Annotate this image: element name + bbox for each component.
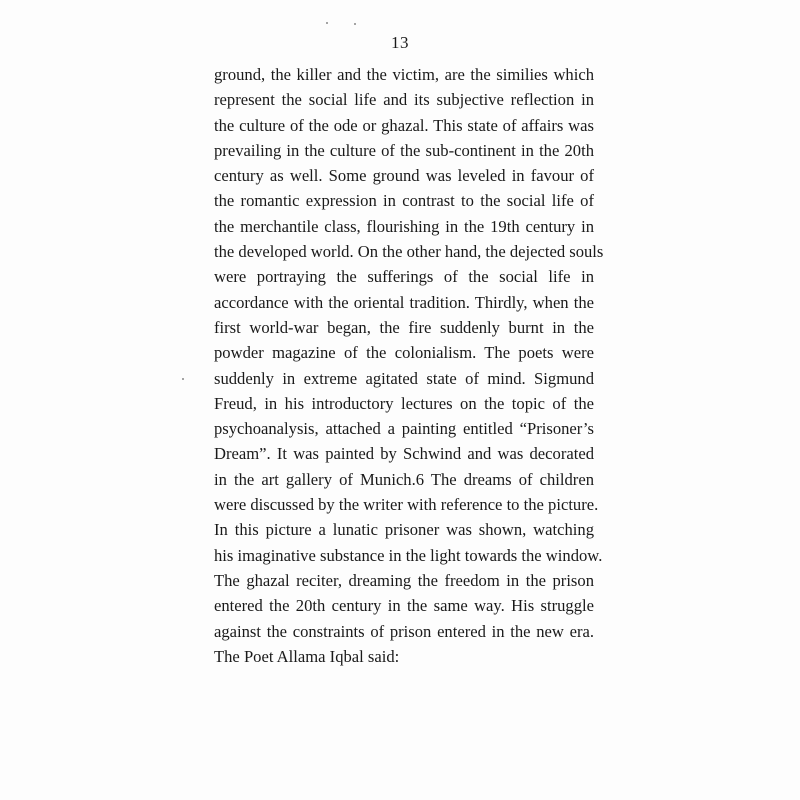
text-line: ground, the killer and the victim, are the similies which: [214, 65, 594, 84]
text-line: represent the social life and its subjective reflection in: [214, 90, 594, 110]
text-line: The Poet Allama Iqbal said:: [214, 646, 400, 666]
text-line: entered the 20th century in the same way. His struggle: [214, 596, 594, 616]
body-text: [214, 62, 604, 669]
text-line: powder magazine of the colonialism. The poets were: [214, 343, 594, 363]
text-line: the merchantile class, flourishing in the 19th century in: [214, 216, 594, 236]
page-number: 13: [391, 33, 409, 52]
scan-speck: [182, 378, 184, 380]
text-line: against the constraints of prison entered in the new era.: [214, 621, 594, 641]
text-line: The ghazal reciter, dreaming the freedom in the prison: [214, 570, 594, 590]
text-line: psychoanalysis, attached a painting entitled “Prisoner’s: [214, 419, 594, 439]
text-line: the developed world. On the other hand, the dejected souls: [214, 242, 604, 262]
text-line: the culture of the ode or ghazal. This state of affairs was: [214, 115, 594, 135]
text-line: the romantic expression in contrast to the social life of: [214, 191, 594, 211]
scan-speck: [354, 23, 356, 25]
text-line: accordance with the oriental tradition. Thirdly, when the: [214, 292, 594, 312]
text-line: suddenly in extreme agitated state of mind. Sigmund: [214, 368, 594, 388]
text-line: prevailing in the culture of the sub-continent in the 20th: [214, 140, 594, 160]
text-line: In this picture a lunatic prisoner was shown, watching: [214, 520, 594, 540]
text-line: Dream”. It was painted by Schwind and was decorated: [214, 444, 594, 464]
text-line: his imaginative substance in the light towards the window.: [214, 545, 603, 565]
text-line: first world-war began, the fire suddenly burnt in the: [214, 317, 594, 337]
text-line: were discussed by the writer with reference to the picture.: [214, 495, 599, 515]
text-line: in the art gallery of Munich.6 The dreams of children: [214, 469, 594, 489]
text-line: century as well. Some ground was leveled in favour of: [214, 166, 594, 186]
text-line: were portraying the sufferings of the social life in: [214, 267, 594, 287]
text-line: Freud, in his introductory lectures on the topic of the: [214, 393, 594, 413]
scan-speck: [326, 22, 328, 24]
